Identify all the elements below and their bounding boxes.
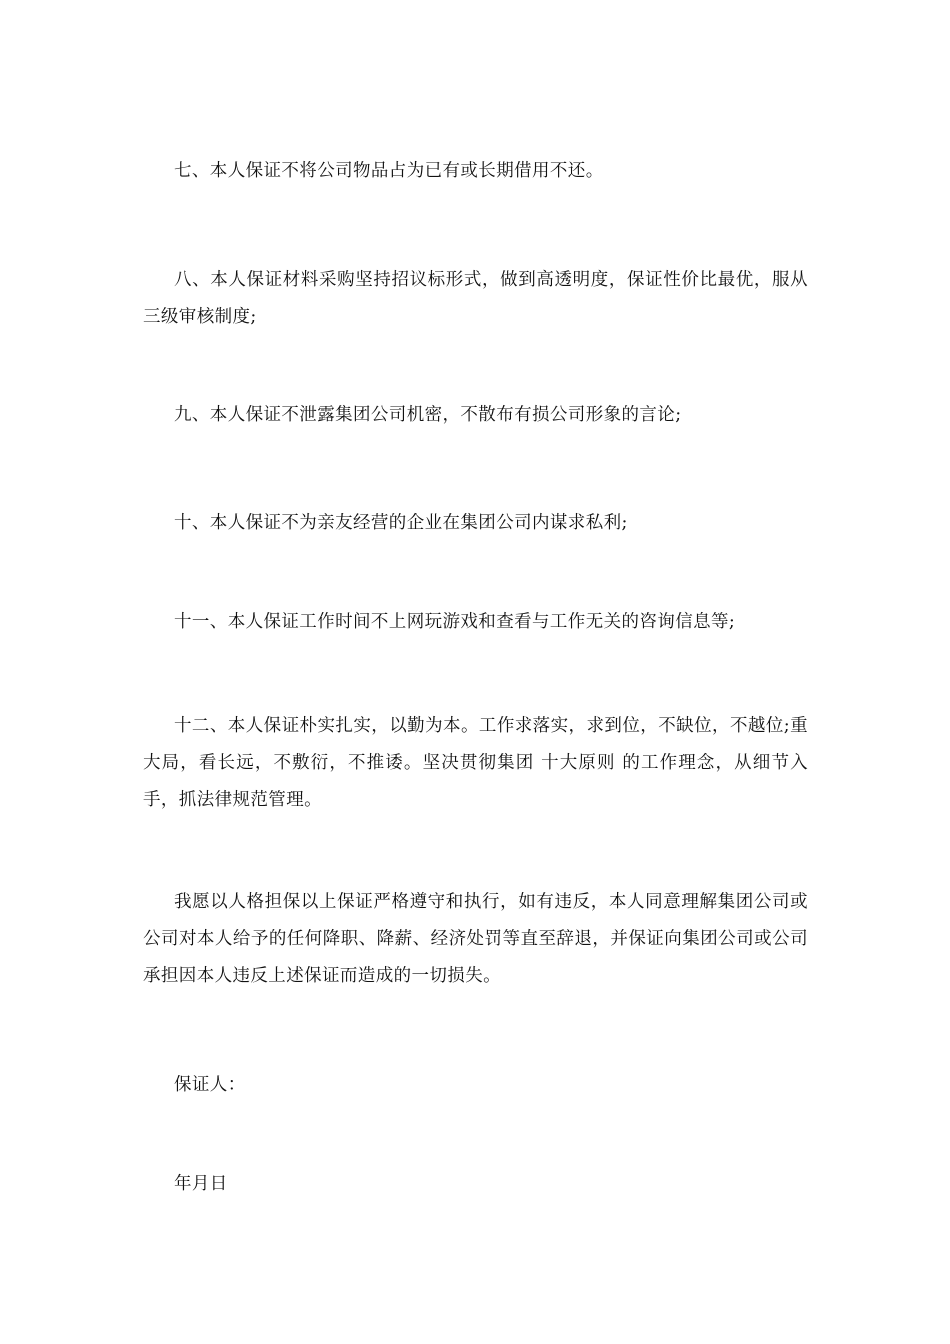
date-label: 年月日 [174, 1174, 228, 1194]
clause-8: 八、本人保证材料采购坚持招议标形式，做到高透明度，保证性价比最优，服从三级审核制度; [143, 270, 808, 327]
guarantor-signature-label: 保证人： [174, 1075, 246, 1095]
clause-11: 十一、本人保证工作时间不上网玩游戏和查看与工作无关的咨询信息等; [174, 612, 736, 632]
clause-12: 十二、本人保证朴实扎实，以勤为本。工作求落实，求到位，不缺位，不越位;重大局，看长远，不敷衍，不推诿。坚决贯彻集团 十大原则 的工作理念，从细节入手，抓法律规范管理。 [143, 716, 808, 810]
pledge-paragraph: 我愿以人格担保以上保证严格遵守和执行，如有违反，本人同意理解集团公司或公司对本人给予的任何降职、降薪、经济处罚等直至辞退，并保证向集团公司或公司承担因本人违反上述保证而造成的一切损失。 [143, 892, 808, 986]
clause-7: 七、本人保证不将公司物品占为已有或长期借用不还。 [174, 161, 604, 181]
clause-9: 九、本人保证不泄露集团公司机密，不散布有损公司形象的言论; [174, 405, 682, 425]
clause-10: 十、本人保证不为亲友经营的企业在集团公司内谋求私利; [174, 513, 628, 533]
